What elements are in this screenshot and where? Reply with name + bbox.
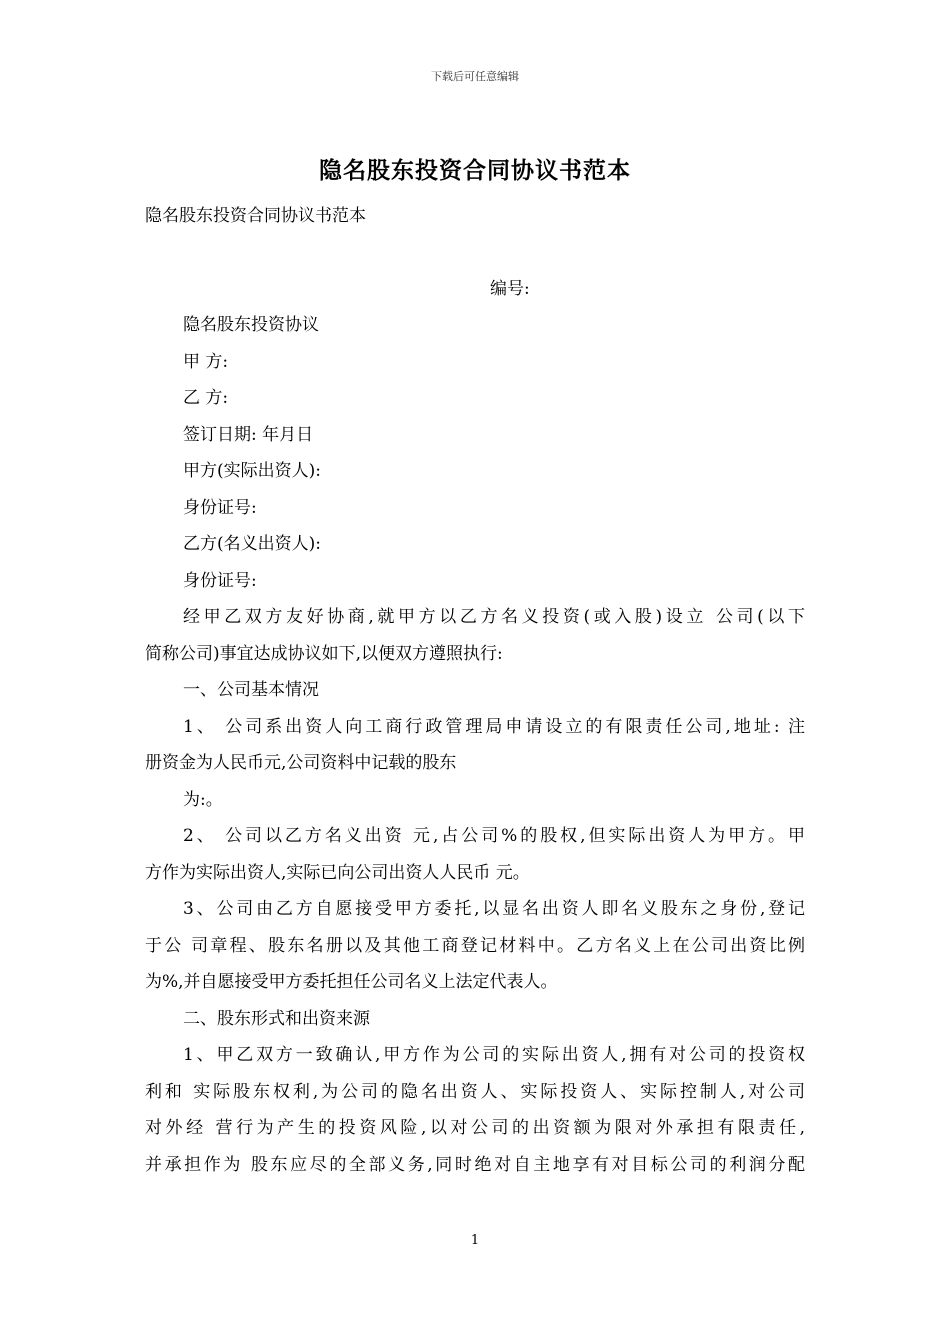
clause-2-1-line-2: 利和 实际股东权利,为公司的隐名出资人、实际投资人、实际控制人,对公司 — [145, 1081, 805, 1102]
party-b-detail: 乙方(名义出资人): — [183, 534, 321, 554]
clause-3-line-1: 3、公司由乙方自愿接受甲方委托,以显名出资人即名义股东之身份,登记 — [183, 899, 805, 919]
clause-3-line-2: 于公 司章程、股东名册以及其他工商登记材料中。乙方名义上在公司出资比例 — [145, 935, 805, 956]
document-body — [145, 198, 805, 1183]
clause-2-1-line-4: 并承担作为 股东应尽的全部义务,同时绝对自主地享有对目标公司的利润分配 — [145, 1154, 805, 1175]
party-a-id: 身份证号: — [183, 497, 257, 518]
party-a-detail: 甲方(实际出资人): — [183, 461, 321, 481]
document-title: 隐名股东投资合同协议书范本 — [319, 157, 631, 184]
clause-1-line-1: 1、 公司系出资人向工商行政管理局申请设立的有限责任公司,地址: 注 — [183, 716, 805, 737]
clause-3-line-3: 为%,并自愿接受甲方委托担任公司名义上法定代表人。 — [145, 972, 558, 992]
clause-2-line-2: 方作为实际出资人,实际已向公司出资人人民币 元。 — [145, 862, 530, 883]
sign-date: 签订日期: 年月日 — [183, 424, 314, 445]
party-b-label: 乙 方: — [183, 388, 229, 408]
preamble-line-1: 经甲乙双方友好协商,就甲方以乙方名义投资(或入股)设立 公司(以下 — [183, 607, 805, 627]
section-heading-1: 一、公司基本情况 — [183, 680, 319, 700]
clause-1-line-2: 册资金为人民币元,公司资料中记载的股东 — [145, 753, 457, 773]
clause-2-1-line-1: 1、甲乙双方一致确认,甲方作为公司的实际出资人,拥有对公司的投资权 — [183, 1045, 805, 1065]
blank-line — [145, 235, 805, 271]
page-number: 1 — [470, 1233, 480, 1248]
agreement-name: 隐名股东投资协议 — [183, 315, 319, 335]
clause-2-line-1: 2、 公司以乙方名义出资 元,占公司%的股权,但实际出资人为甲方。甲 — [183, 826, 805, 846]
preamble-line-2: 简称公司)事宜达成协议如下,以便双方遵照执行: — [145, 643, 503, 664]
clause-1-line-3: 为:。 — [183, 789, 223, 810]
party-b-id: 身份证号: — [183, 570, 257, 591]
subtitle: 隐名股东投资合同协议书范本 — [145, 206, 366, 226]
party-a-label: 甲 方: — [183, 351, 229, 372]
number-label: 编号: — [490, 278, 530, 299]
page-header: 下载后可任意编辑 — [431, 70, 519, 83]
clause-2-1-line-3: 对外经 营行为产生的投资风险,以对公司的出资额为限对外承担有限责任, — [145, 1118, 805, 1138]
section-heading-2: 二、股东形式和出资来源 — [183, 1008, 370, 1029]
